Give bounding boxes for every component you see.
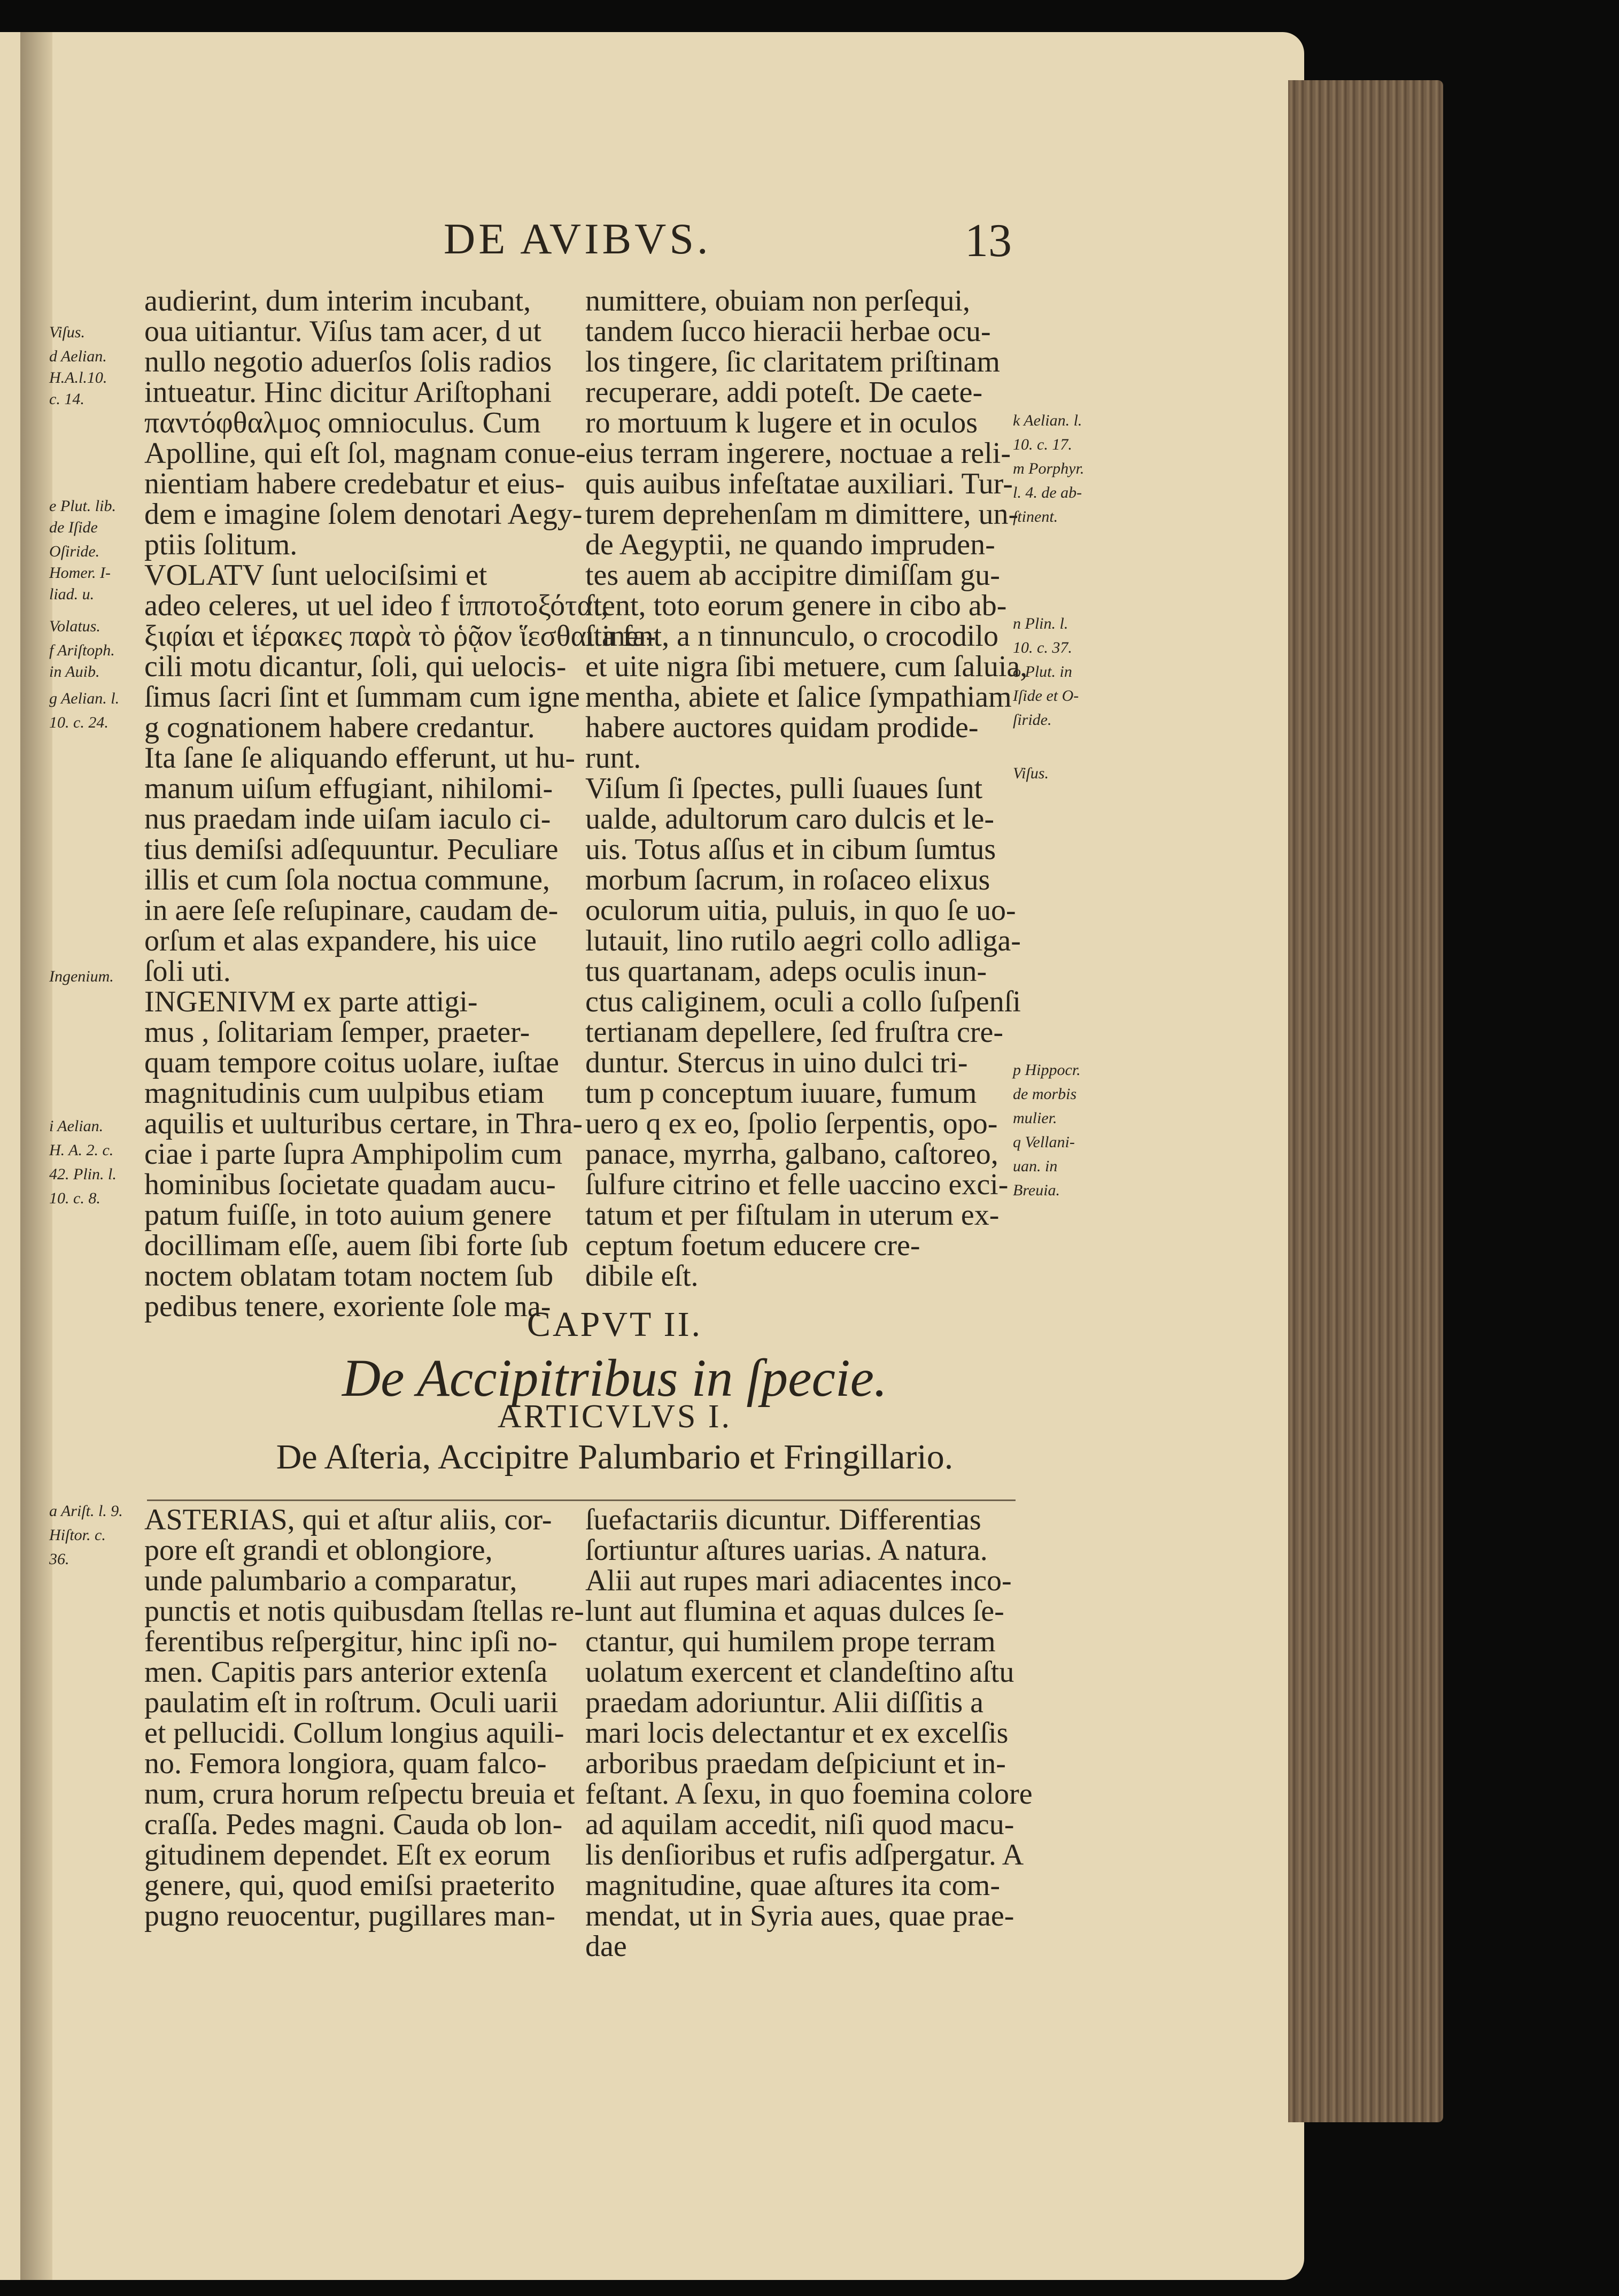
text-line: gitudinem dependet. Eſt ex eorum <box>144 1838 551 1872</box>
margin-note: q Vellani- <box>1013 1133 1075 1151</box>
text-line: quis auibus infeſtatae auxiliari. Tur- <box>585 467 1013 500</box>
text-line: mus , ſolitariam ſemper, praeter- <box>144 1016 530 1049</box>
text-line: manum uiſum effugiant, nihilomi- <box>144 772 553 805</box>
text-line: no. Femora longiora, quam falco- <box>144 1747 547 1780</box>
margin-note: e Plut. lib. <box>49 497 116 515</box>
text-line: docillimam eſſe, auem ſibi forte ſub <box>144 1229 569 1262</box>
margin-note: 36. <box>49 1550 69 1568</box>
text-line: ſtent, toto eorum genere in cibo ab- <box>585 589 1007 622</box>
text-line: pore eſt grandi et oblongiore, <box>144 1534 493 1567</box>
margin-note: Iſide et O- <box>1013 687 1079 705</box>
text-line: habere auctores quidam prodide- <box>585 711 979 744</box>
left-column-bottom <box>144 1503 584 1932</box>
margin-note: k Aelian. l. <box>1013 412 1082 429</box>
margin-note: 10. c. 17. <box>1013 436 1072 453</box>
text-line: genere, qui, quod emiſsi praeterito <box>144 1869 555 1902</box>
text-line: ctus caliginem, oculi a collo ſuſpenſi <box>585 985 1021 1018</box>
text-line: craſſa. Pedes magni. Cauda ob lon- <box>144 1808 563 1841</box>
margin-note: 10. c. 8. <box>49 1189 100 1207</box>
margin-note: f Ariſtoph. <box>49 641 115 659</box>
right-column-top <box>585 284 1028 1293</box>
margin-note: mulier. <box>1013 1109 1057 1127</box>
text-line: punctis et notis quibusdam ſtellas re- <box>144 1595 584 1628</box>
text-line: uolatum exercent et clandeſtino aſtu <box>585 1656 1014 1689</box>
text-line: Alii aut rupes mari adiacentes inco- <box>585 1564 1012 1597</box>
text-line: arboribus praedam deſpiciunt et in- <box>585 1747 1006 1780</box>
text-line: audierint, dum interim incubant, <box>144 284 531 318</box>
margin-note: p Hippocr. <box>1013 1061 1081 1079</box>
margin-note: m Porphyr. <box>1013 460 1085 477</box>
text-line: recuperare, addi poteſt. De caete- <box>585 376 983 409</box>
right-column-bottom <box>585 1503 1033 1963</box>
text-line: pugno reuocentur, pugillares man- <box>144 1899 556 1932</box>
margin-note: a Ariſt. l. 9. <box>49 1502 123 1520</box>
text-line: de Aegyptii, ne quando impruden- <box>585 528 995 561</box>
text-line: turem deprehenſam m dimittere, un- <box>585 498 1019 531</box>
text-line: ſortiuntur aſtures uarias. A natura. <box>585 1534 988 1567</box>
margin-note: i Aelian. <box>49 1117 104 1135</box>
text-line: tes auem ab accipitre dimiſſam gu- <box>585 559 1000 592</box>
text-line: uero q ex eo, ſpolio ſerpentis, opo- <box>585 1107 998 1140</box>
chapter-heading: CAPVT II. <box>526 1305 703 1344</box>
text-line: duntur. Stercus in uino dulci tri- <box>585 1046 968 1079</box>
margin-note: 42. Plin. l. <box>49 1165 117 1183</box>
chapter-title: De Accipitribus in ſpecie. <box>342 1348 888 1408</box>
margin-note: Homer. I- <box>49 564 111 582</box>
margin-note: c. 14. <box>49 390 84 408</box>
text-line: ad aquilam accedit, niſi quod macu- <box>585 1808 1014 1841</box>
article-title: De Aſteria, Accipitre Palumbario et Fringillario. <box>276 1437 954 1476</box>
text-line: orſum et alas expandere, his uice <box>144 924 537 957</box>
text-line: INGENIVM ex parte attigi- <box>144 985 478 1018</box>
text-line: ſtinent, a n tinnunculo, o crocodilo <box>585 620 998 653</box>
margin-note: n Plin. l. <box>1013 615 1068 632</box>
text-line: feſtant. A ſexu, in quo foemina colore <box>585 1777 1033 1811</box>
text-line: hominibus ſocietate quadam aucu- <box>144 1168 556 1201</box>
text-line: lis denſioribus et rufis adſpergatur. A <box>585 1838 1024 1872</box>
text-line: magnitudine, quae aſtures ita com- <box>585 1869 1000 1902</box>
text-line: tum p conceptum iuuare, fumum <box>585 1077 977 1110</box>
text-line: ſuefactariis dicuntur. Differentias <box>585 1503 981 1536</box>
text-line: illis et cum ſola noctua commune, <box>144 863 550 896</box>
margin-note: ſtinent. <box>1013 508 1058 525</box>
text-line: tius demiſsi adſequuntur. Peculiare <box>144 833 559 866</box>
text-line: nientiam habere credebatur et eius- <box>144 467 565 500</box>
margin-note: Oſiride. <box>49 543 100 560</box>
text-line: panace, myrrha, galbano, caſtoreo, <box>585 1138 998 1171</box>
margin-note: 10. c. 24. <box>49 714 109 731</box>
text-line: ſimus ſacri ſint et ſummam cum igne <box>144 681 580 714</box>
running-head: DE AVIBVS. <box>444 214 711 263</box>
text-line: ferentibus reſpergitur, hinc ipſi no- <box>144 1625 557 1658</box>
text-line: et uite nigra ſibi metuere, cum ſaluia, <box>585 650 1028 683</box>
text-line: lunt aut flumina et aquas dulces ſe- <box>585 1595 1004 1628</box>
text-line: dae <box>585 1930 627 1963</box>
heading-rule <box>147 1499 1016 1501</box>
text-line: eius terram ingerere, noctuae a reli- <box>585 437 1011 470</box>
text-line: cili motu dicantur, ſoli, qui uelocis- <box>144 650 567 683</box>
article-heading: ARTICVLVS I. <box>497 1398 732 1435</box>
text-line: ceptum foetum educere cre- <box>585 1229 920 1262</box>
margin-note-volatus: Volatus. <box>49 617 100 635</box>
text-line: ptiis ſolitum. <box>144 528 298 561</box>
text-line: praedam adoriuntur. Alii diſſitis a <box>585 1686 983 1719</box>
text-line: dibile eſt. <box>585 1259 699 1293</box>
text-line: Ita ſane ſe aliquando efferunt, ut hu- <box>144 741 575 775</box>
page-block-edge <box>1288 80 1443 2122</box>
text-line: ciae i parte ſupra Amphipolim cum <box>144 1138 563 1171</box>
text-line: uis. Totus aſſus et in cibum ſumtus <box>585 833 996 866</box>
text-line: ASTERIAS, qui et aſtur aliis, cor- <box>144 1503 552 1536</box>
text-line: παντόφθαλμος omnioculus. Cum <box>144 406 541 439</box>
text-line: nus praedam inde uiſam iaculo ci- <box>144 802 551 836</box>
margin-note: H. A. 2. c. <box>49 1141 114 1159</box>
text-line: et pellucidi. Collum longius aquili- <box>144 1717 564 1750</box>
margin-note: d Aelian. <box>49 347 107 365</box>
text-line: aquilis et uulturibus certare, in Thra- <box>144 1107 583 1140</box>
text-line: ro mortuum k lugere et in oculos <box>585 406 978 439</box>
margin-note: Breuia. <box>1013 1181 1060 1199</box>
text-line: intueatur. Hinc dicitur Ariſtophani <box>144 376 552 409</box>
text-line: patum fuiſſe, in toto auium genere <box>144 1199 552 1232</box>
text-line: ſulfure citrino et felle uaccino exci- <box>585 1168 1009 1201</box>
margin-note-ingenium: Ingenium. <box>49 968 114 985</box>
text-line: tus quartanam, adeps oculis inun- <box>585 955 987 988</box>
text-line: tertianam depellere, ſed fruſtra cre- <box>585 1016 1003 1049</box>
text-line: lutauit, lino rutilo aegri collo adliga- <box>585 924 1021 957</box>
text-line: tandem ſucco hieracii herbae ocu- <box>585 315 991 348</box>
text-line: numittere, obuiam non perſequi, <box>585 284 971 318</box>
text-line: oculorum uitia, puluis, in quo ſe uo- <box>585 894 1016 927</box>
text-line: oua uitiantur. Viſus tam acer, d ut <box>144 315 541 348</box>
margin-note: g Aelian. l. <box>49 690 120 707</box>
text-line: morbum ſacrum, in roſaceo elixus <box>585 863 990 896</box>
text-line: runt. <box>585 741 641 775</box>
margin-note: o Plut. in <box>1013 663 1072 681</box>
text-line: los tingere, ſic claritatem priſtinam <box>585 345 1000 378</box>
text-line: men. Capitis pars anterior extenſa <box>144 1656 548 1689</box>
margin-note: l. 4. de ab- <box>1013 484 1082 501</box>
text-line: ξιφίαι et ἱέρακες παρὰ τὸ ῥᾷον ἵεσθαι a fa- <box>144 620 656 653</box>
text-line: dem e imagine ſolem denotari Aegy- <box>144 498 583 531</box>
margin-note: de Iſide <box>49 519 98 536</box>
text-line: in aere ſeſe reſupinare, caudam de- <box>144 894 559 927</box>
margin-note: in Auib. <box>49 663 100 681</box>
text-line: ualde, adultorum caro dulcis et le- <box>585 802 995 836</box>
margin-note: H.A.l.10. <box>49 369 107 386</box>
text-line: pedibus tenere, exoriente ſole ma- <box>144 1290 551 1323</box>
text-line: nullo negotio aduerſos ſolis radios <box>144 345 552 378</box>
text-line: VOLATV ſunt uelociſsimi et <box>144 559 487 592</box>
text-line: Viſum ſi ſpectes, pulli ſuaues ſunt <box>585 772 983 805</box>
text-line: unde palumbario a comparatur, <box>144 1564 517 1597</box>
margin-note: Hiſtor. c. <box>49 1526 106 1544</box>
text-line: num, crura horum reſpectu breuia et <box>144 1777 575 1811</box>
text-line: magnitudinis cum uulpibus etiam <box>144 1077 545 1110</box>
text-line: Apolline, qui eſt ſol, magnam conue- <box>144 437 586 470</box>
margin-note: uan. in <box>1013 1157 1058 1175</box>
text-line: tatum et per fiſtulam in uterum ex- <box>585 1199 1000 1232</box>
text-line: mentha, abiete et ſalice ſympathiam <box>585 681 1012 714</box>
margin-note-visus-right: Viſus. <box>1013 764 1049 782</box>
text-line: adeo celeres, ut uel ideo f ἱπποτοξόται, <box>144 589 609 622</box>
margin-note: 10. c. 37. <box>1013 639 1072 656</box>
text-line: quam tempore coitus uolare, iuſtae <box>144 1046 559 1079</box>
text-line: noctem oblatam totam noctem ſub <box>144 1259 554 1293</box>
margin-note: ſiride. <box>1013 711 1052 729</box>
binding-gutter <box>20 32 52 2280</box>
margin-note: de morbis <box>1013 1085 1077 1103</box>
text-line: mari locis delectantur et ex excelſis <box>585 1717 1009 1750</box>
page-number: 13 <box>965 215 1012 267</box>
text-line: ctantur, qui humilem prope terram <box>585 1625 996 1658</box>
text-line: g cognationem habere credantur. <box>144 711 535 744</box>
margin-note-visus-left: Viſus. <box>49 323 85 341</box>
text-line: paulatim eſt in roſtrum. Oculi uarii <box>144 1686 559 1719</box>
text-line: mendat, ut in Syria aues, quae prae- <box>585 1899 1014 1932</box>
margin-note: liad. u. <box>49 585 95 603</box>
text-line: ſoli uti. <box>144 955 231 988</box>
